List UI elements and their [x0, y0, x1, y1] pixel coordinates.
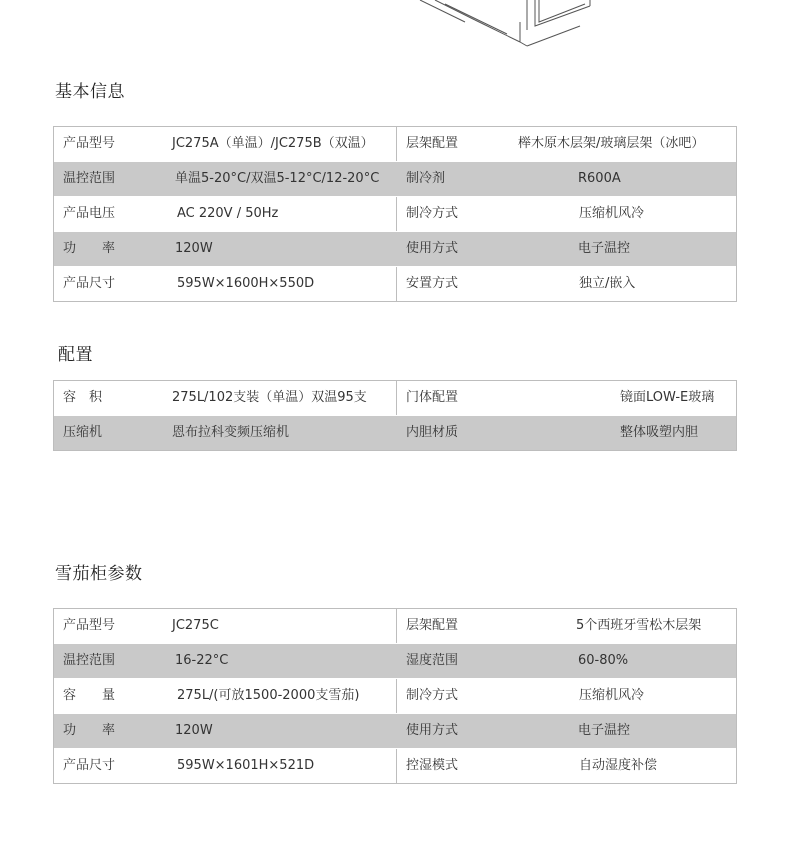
- row-value: 120W: [175, 723, 213, 738]
- row-value: 595W×1601H×521D: [177, 758, 315, 773]
- row-label: 容 量: [63, 688, 116, 703]
- row-label: 产品型号: [63, 136, 116, 151]
- table-row: [54, 196, 736, 231]
- fridge-illustration: [415, 0, 595, 48]
- row-value: 独立/嵌入: [579, 276, 636, 291]
- row-value: 275L/102支装（单温）双温95支: [172, 390, 367, 405]
- row-value: 整体吸塑内胆: [620, 425, 699, 440]
- spec-table-configuration: [53, 380, 737, 451]
- spec-table-basic-info: [53, 126, 737, 302]
- row-value: JC275A（单温）/JC275B（双温）: [172, 136, 374, 151]
- section-title-cigar-cabinet: 雪茄柜参数: [55, 564, 143, 584]
- table-row: [54, 266, 736, 301]
- row-label: 层架配置: [406, 618, 459, 633]
- row-label: 制冷方式: [406, 688, 459, 703]
- row-label: 控湿模式: [406, 758, 459, 773]
- section-title-basic-info: 基本信息: [55, 82, 125, 102]
- row-value: 压缩机风冷: [579, 206, 645, 221]
- row-value: AC 220V / 50Hz: [177, 206, 279, 221]
- row-label: 安置方式: [406, 276, 459, 291]
- row-label: 产品电压: [63, 206, 116, 221]
- table-row: [54, 643, 736, 678]
- row-value: 恩布拉科变频压缩机: [172, 425, 290, 440]
- table-row: [54, 381, 736, 415]
- row-value: 120W: [175, 241, 213, 256]
- row-value: 电子温控: [578, 723, 631, 738]
- row-label: 制冷方式: [406, 206, 459, 221]
- row-label: 容 积: [63, 390, 103, 405]
- row-label: 产品尺寸: [63, 758, 116, 773]
- row-label: 门体配置: [406, 390, 459, 405]
- spec-table-cigar-cabinet: [53, 608, 737, 784]
- table-row: [54, 713, 736, 748]
- row-value: JC275C: [172, 618, 219, 633]
- row-value: 595W×1600H×550D: [177, 276, 315, 291]
- row-label: 使用方式: [406, 241, 459, 256]
- table-row: [54, 609, 736, 643]
- row-label: 内胆材质: [406, 425, 459, 440]
- row-label: 功 率: [63, 723, 116, 738]
- row-value: 单温5-20°C/双温5-12°C/12-20°C: [175, 171, 380, 186]
- row-label: 温控范围: [63, 171, 116, 186]
- row-value: 榉木原木层架/玻璃层架（冰吧）: [518, 136, 705, 151]
- row-value: 自动湿度补偿: [579, 758, 658, 773]
- row-value: R600A: [578, 171, 621, 186]
- row-label: 湿度范围: [406, 653, 459, 668]
- row-label: 制冷剂: [406, 171, 446, 186]
- row-label: 温控范围: [63, 653, 116, 668]
- row-value: 60-80%: [578, 653, 629, 668]
- row-label: 压缩机: [63, 425, 103, 440]
- row-value: 镜面LOW-E玻璃: [620, 390, 715, 405]
- table-row: [54, 231, 736, 266]
- row-value: 压缩机风冷: [579, 688, 645, 703]
- table-row: [54, 678, 736, 713]
- row-value: 5个西班牙雪松木层架: [576, 618, 702, 633]
- row-label: 产品型号: [63, 618, 116, 633]
- row-label: 使用方式: [406, 723, 459, 738]
- table-row: [54, 748, 736, 783]
- row-value: 16-22°C: [175, 653, 229, 668]
- row-label: 功 率: [63, 241, 116, 256]
- table-row: [54, 161, 736, 196]
- row-label: 层架配置: [406, 136, 459, 151]
- row-label: 产品尺寸: [63, 276, 116, 291]
- row-value: 电子温控: [578, 241, 631, 256]
- table-row: [54, 127, 736, 161]
- row-value: 275L/(可放1500-2000支雪茄): [177, 688, 360, 703]
- table-row: [54, 415, 736, 450]
- section-title-configuration: 配置: [58, 345, 93, 365]
